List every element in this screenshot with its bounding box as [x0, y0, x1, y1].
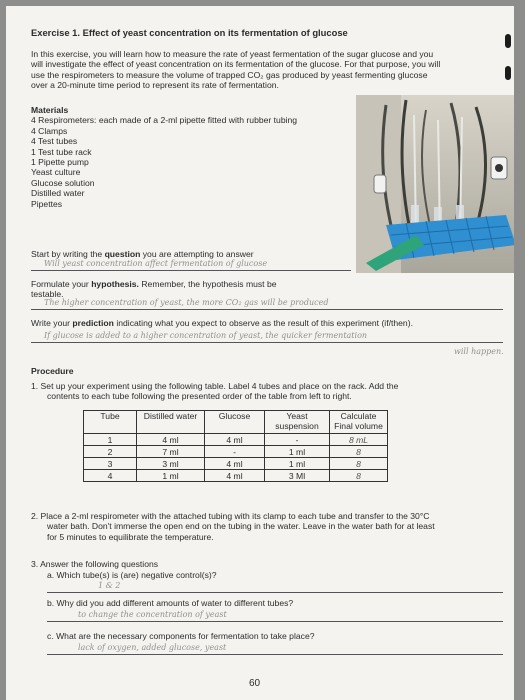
table-cell: 7 ml	[137, 446, 205, 458]
setup-table	[83, 410, 388, 482]
table-cell: 1 ml	[265, 446, 330, 458]
materials-item: Pipettes	[31, 198, 63, 209]
question-a-answer[interactable]: 1 & 2	[98, 581, 121, 590]
materials-item: Glucose solution	[31, 177, 95, 188]
answer-line	[47, 654, 503, 655]
procedure-step-3: 3. Answer the following questions	[31, 559, 159, 569]
procedure-heading: Procedure	[31, 366, 74, 376]
intro-paragraph	[31, 49, 511, 91]
intro-line: over a 20-minute time period to represent its rate of fermentation.	[31, 80, 279, 91]
materials-item: 4 Test tubes	[31, 136, 78, 147]
table-cell: 1 ml	[137, 470, 205, 482]
table-cell: -	[205, 446, 265, 458]
table-row	[84, 434, 388, 446]
table-cell: -	[265, 434, 330, 446]
procedure-step-1: 1. Set up your experiment using the following table. Label 4 tubes and place on the rack. Add the contents to each tube following the presented order of the table from left to right.	[31, 381, 399, 402]
table-row	[84, 446, 388, 458]
answer-line	[47, 621, 503, 622]
table-cell-handwritten[interactable]: 8 mL	[330, 434, 388, 446]
materials-item: 1 Test tube rack	[31, 146, 92, 157]
question-a: a. Which tube(s) is (are) negative control(s)?	[47, 570, 217, 580]
materials-item: 4 Respirometers: each made of a 2-ml pipette fitted with rubber tubing	[31, 115, 298, 126]
prediction-prompt: Write your prediction indicating what you expect to observe as the result of this experiment (if/then).	[31, 318, 413, 328]
procedure-step-2: 2. Place a 2-ml respirometer with the attached tubing with its clamp to each tube and transfer to the 30°C water bath. Don't immerse the open end on the tubing in the water. Leave in the water bath for at least for 5 minutes to equilibrate the temperature.	[31, 511, 435, 542]
intro-line: use the respirometers to measure the volume of trapped CO₂ gas produced by yeast fermenting glucose	[31, 69, 428, 80]
table-cell-handwritten[interactable]: 8	[330, 446, 388, 458]
table-cell: 1 ml	[265, 458, 330, 470]
question-prompt: Start by writing the question you are attempting to answer	[31, 249, 254, 259]
prediction-answer[interactable]: If glucose is added to a higher concentration of yeast, the quicker fermentation	[44, 331, 368, 340]
question-c-answer[interactable]: lack of oxygen, added glucose, yeast	[78, 643, 227, 652]
question-b: b. Why did you add different amounts of water to different tubes?	[47, 598, 294, 608]
hypothesis-answer[interactable]: The higher concentration of yeast, the more CO₂ gas will be produced	[44, 298, 329, 307]
hypothesis-prompt: Formulate your hypothesis. Remember, the hypothesis must be testable.	[31, 279, 277, 300]
materials-item: Distilled water	[31, 188, 85, 199]
table-row	[84, 470, 388, 482]
table-cell: 3 ml	[137, 458, 205, 470]
materials-item: 1 Pipette pump	[31, 157, 89, 168]
materials-heading: Materials	[31, 105, 69, 115]
table-cell: 1	[84, 434, 137, 446]
table-header-cell: Calculate Final volume	[330, 411, 388, 434]
exercise-title: Exercise 1. Effect of yeast concentration on its fermentation of glucose	[31, 27, 348, 38]
materials-section	[31, 105, 351, 209]
intro-line: will investigate the effect of yeast concentration on its fermentation of the glucose. For that purpose, you will	[31, 59, 441, 70]
table-header-row	[84, 411, 388, 434]
intro-line: In this exercise, you will learn how to measure the rate of yeast fermentation of the sugar glucose and you	[31, 49, 434, 59]
table-cell: 4 ml	[137, 434, 205, 446]
page-number: 60	[249, 678, 261, 689]
table-cell-handwritten[interactable]: 8	[330, 458, 388, 470]
materials-item: 4 Clamps	[31, 125, 68, 136]
table-cell: 4	[84, 470, 137, 482]
binder-hole	[505, 34, 511, 48]
respirometer-photo-illustration	[356, 95, 514, 273]
table-cell: 4 ml	[205, 458, 265, 470]
table-cell: 4 ml	[205, 470, 265, 482]
respirometer-photo	[356, 95, 514, 273]
table-cell: 3	[84, 458, 137, 470]
table-header-cell: Glucose	[205, 411, 265, 434]
answer-line	[31, 342, 503, 343]
table-row	[84, 458, 388, 470]
answer-line	[31, 309, 503, 310]
table-cell: 2	[84, 446, 137, 458]
answer-line	[31, 270, 351, 271]
question-c: c. What are the necessary components for fermentation to take place?	[47, 631, 315, 641]
question-answer[interactable]: Will yeast concentration affect fermentation of glucose	[44, 259, 268, 268]
materials-item: Yeast culture	[31, 167, 81, 178]
table-cell-handwritten[interactable]: 3 Ml	[265, 470, 330, 482]
answer-line	[47, 592, 503, 593]
worksheet-page	[6, 6, 514, 700]
table-cell: 4 ml	[205, 434, 265, 446]
table-header-cell: Yeast suspension	[265, 411, 330, 434]
table-header-cell: Tube	[84, 411, 137, 434]
prediction-answer-continued[interactable]: will happen.	[454, 347, 504, 356]
table-header-cell: Distilled water	[137, 411, 205, 434]
question-b-answer[interactable]: to change the concentration of yeast	[78, 610, 227, 619]
table-cell-handwritten[interactable]: 8	[330, 470, 388, 482]
